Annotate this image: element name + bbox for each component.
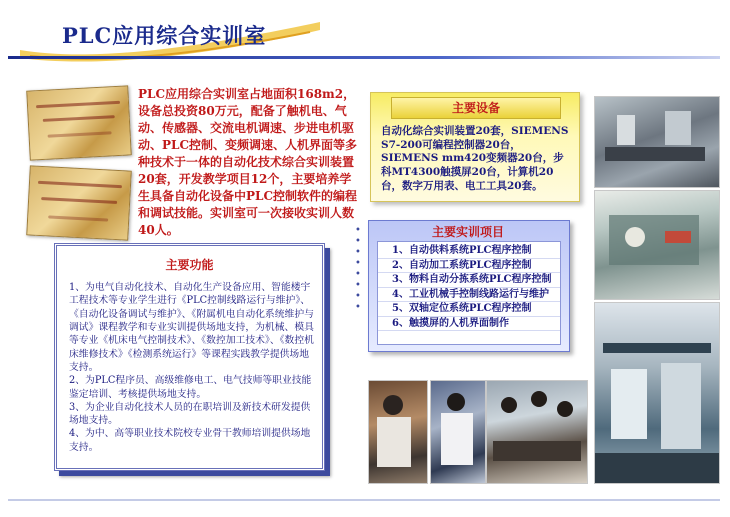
lab-photo [594,302,720,484]
page-title: PLC应用综合实训室 [62,23,267,48]
equipment-panel [370,92,580,202]
function-item: 1、为电气自动化技术、自动化生产设备应用、智能楼宇工程技术等专业学生进行《PLC控制线路运行与维护》、《自动化设备调试与维护》、《附属机电自动化系统维护与调试》课程教学和专业实训提供场地支持，为机械、模具等专业《机床电气控制技术》、《数控加工技术》、《数控机床维修技术》《检测系统运行》等课程实践教学提供场地支持。 [69,282,314,373]
award-plaque-image [26,85,132,160]
equipment-header [391,97,561,119]
project-item: 5、双轴定位系统PLC程序控制 [378,302,560,317]
lab-photo [594,190,720,300]
lab-photo [594,96,720,188]
projects-panel [368,220,570,352]
projects-title: 主要实训项目 [431,225,504,239]
project-item: 6、触摸屏的人机界面制作 [378,317,560,332]
projects-list [377,241,561,345]
projects-header [383,223,553,241]
students-photo [486,380,588,484]
function-item: 2、为PLC程序员、高级维修电工、电气技师等职业技能鉴定培训、考核提供场地支持。 [69,375,312,400]
title-divider [8,56,720,59]
students-photo [430,380,486,484]
project-item: 2、自动加工系统PLC程序控制 [378,259,560,274]
equipment-title: 主要设备 [451,101,500,115]
project-item: 4、工业机械手控制线路运行与维护 [378,288,560,303]
functions-text [69,281,314,454]
project-item: 3、物料自动分拣系统PLC程序控制 [378,273,560,288]
footer-divider [8,499,720,501]
function-item: 4、为中、高等职业技术院校专业骨干教师培训提供场地支持。 [69,428,311,453]
project-item: 1、自动供料系统PLC程序控制 [378,244,560,259]
award-plaque-image [26,165,132,240]
functions-panel [54,243,325,471]
students-photo [368,380,428,484]
functions-title: 主要功能 [165,258,214,272]
function-item: 3、为企业自动化技术人员的在职培训及新技术研发提供场地支持。 [69,401,311,427]
intro-paragraph: PLC应用综合实训室占地面积168m2，设备总投资80万元，配备了触机电、气动、传感器、交流电机调速、步进电机驱动、PLC控制、变频调速、人机界面等多种技术于一体的自动化技术综合实训装置20套，开发教学项目12个，主要培养学生具备自动化设备中PLC控制软件的编程和调试技能。实训室可一次接收实训人数40人。 [138,87,358,238]
equipment-text: 自动化综合实训装置20套，SIEMENS S7-200可编程控制器20台，SIEMENS mm420变频器20台，步科MT4300触摸屏20台，计算机20台，数字万用表、电工工具20套。 [381,125,569,192]
bullet-dots: • • • • • • • • [355,225,363,313]
